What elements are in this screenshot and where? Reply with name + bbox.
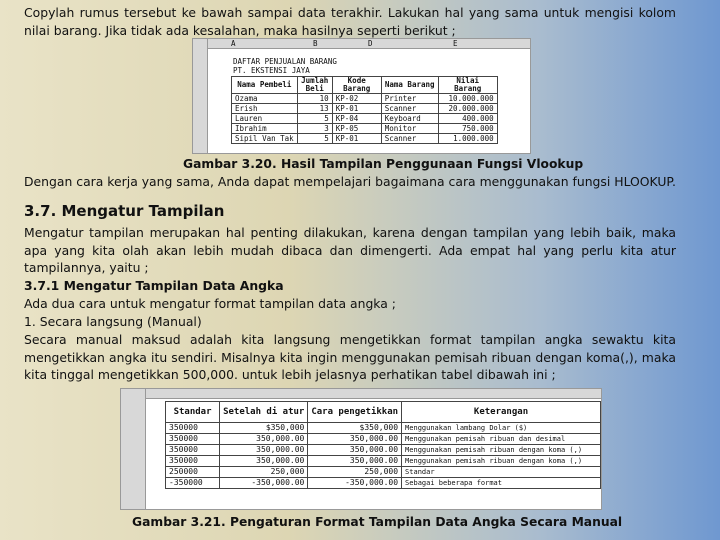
column-letter: E (453, 39, 458, 48)
manual-paragraph: Secara manual maksud adalah kita langsung mengetikkan format tampilan angka sewaktu kita mengetikkan angka itu sendiri. Misalnya kita ingin menggunakan pemisah ribuan dengan koma(,), maka kita tinggal mengetikkan 500,000. untuk lebih jelasnya perhatikan tabel dibawah ini ; (24, 332, 676, 383)
cell: 1.000.000 (438, 134, 497, 144)
table-row (232, 114, 498, 124)
cell: Sipil Van Tak (232, 134, 298, 144)
number-format-table (165, 401, 601, 489)
cell: Menggunakan pemisah ribuan dan desimal (402, 434, 601, 445)
hlookup-paragraph: Dengan cara kerja yang sama, Anda dapat mempelajari bagaimana cara menggunakan fungsi HLOOKUP. (24, 174, 676, 189)
cell: 10 (297, 94, 332, 104)
table-row (166, 445, 601, 456)
table-row (232, 104, 498, 114)
cell: 250,000 (220, 467, 308, 478)
table-row (166, 478, 601, 489)
cell: 350,000.00 (308, 456, 402, 467)
column-header-bar (121, 389, 601, 399)
ways-line: Ada dua cara untuk mengatur format tampilan data angka ; (24, 296, 396, 311)
cell: 250,000 (308, 467, 402, 478)
cell: $350,000 (220, 423, 308, 434)
cell: 5 (297, 114, 332, 124)
cell: 350,000.00 (220, 445, 308, 456)
column-header-bar (193, 39, 530, 49)
cell: KP-02 (332, 94, 381, 104)
table-row (232, 94, 498, 104)
cell: -350,000.00 (220, 478, 308, 489)
cell: 3 (297, 124, 332, 134)
cell: 350,000.00 (220, 434, 308, 445)
cell: 350000 (166, 445, 220, 456)
figure-caption-3-20: Gambar 3.20. Hasil Tampilan Penggunaan Fungsi Vlookup (183, 157, 584, 171)
column-letter: B (313, 39, 318, 48)
cell: 350,000.00 (220, 456, 308, 467)
cell: Standar (402, 467, 601, 478)
cell: Sebagai beberapa format (402, 478, 601, 489)
sales-table (231, 76, 498, 144)
row-header-bar (193, 39, 208, 153)
header-cara-pengetikkan: Cara pengetikkan (308, 402, 402, 423)
intro-paragraph: Copylah rumus tersebut ke bawah sampai data terakhir. Lakukan hal yang sama untuk mengisi kolom nilai barang. Jika tidak ada kesalahan, maka hasilnya seperti berikut ; (24, 5, 676, 38)
cell: KP-04 (332, 114, 381, 124)
sheet-subtitle: PT. EKSTENSI JAYA (233, 66, 310, 75)
cell: 20.000.000 (438, 104, 497, 114)
cell: Erish (232, 104, 298, 114)
cell: KP-05 (332, 124, 381, 134)
cell: 250000 (166, 467, 220, 478)
cell: Scanner (381, 104, 438, 114)
header-nilai-barang: Nilai Barang (438, 77, 497, 94)
cell: 350,000.00 (308, 445, 402, 456)
cell: KP-01 (332, 104, 381, 114)
cell: 750.000 (438, 124, 497, 134)
cell: Lauren (232, 114, 298, 124)
table-row (166, 434, 601, 445)
table-row (166, 423, 601, 434)
vlookup-result-screenshot (192, 38, 531, 154)
cell: 350000 (166, 423, 220, 434)
header-keterangan: Keterangan (402, 402, 601, 423)
header-kode-barang: Kode Barang (332, 77, 381, 94)
cell: 350,000.00 (308, 434, 402, 445)
sheet-title: DAFTAR PENJUALAN BARANG (233, 57, 337, 66)
cell: Menggunakan pemisah ribuan dengan koma (,) (402, 445, 601, 456)
header-standar: Standar (166, 402, 220, 423)
cell: -350000 (166, 478, 220, 489)
cell: 5 (297, 134, 332, 144)
cell: KP-01 (332, 134, 381, 144)
main-paragraph: Mengatur tampilan merupakan hal penting dilakukan, karena dengan tampilan yang lebih baik, maka apa yang kita olah akan lebih mudah dibaca dan dimengerti. Ada empat hal yang perlu kita atur tampilannya, yaitu ; (24, 225, 676, 276)
cell: Ozama (232, 94, 298, 104)
cell: 350000 (166, 456, 220, 467)
cell: Printer (381, 94, 438, 104)
cell: 400.000 (438, 114, 497, 124)
cell: Menggunakan pemisah ribuan dengan koma (,) (402, 456, 601, 467)
cell: Scanner (381, 134, 438, 144)
column-letter: D (368, 39, 373, 48)
table-row (232, 124, 498, 134)
cell: 13 (297, 104, 332, 114)
table-row (166, 467, 601, 478)
cell: Ibrahim (232, 124, 298, 134)
figure-caption-3-21: Gambar 3.21. Pengaturan Format Tampilan Data Angka Secara Manual (132, 515, 623, 529)
cell: 10.000.000 (438, 94, 497, 104)
cell: Keyboard (381, 114, 438, 124)
cell: 350000 (166, 434, 220, 445)
header-setelah-di-atur: Setelah di atur (220, 402, 308, 423)
cell: -350,000.00 (308, 478, 402, 489)
manual-item: 1. Secara langsung (Manual) (24, 314, 202, 329)
header-nama-pembeli: Nama Pembeli (232, 77, 298, 94)
section-heading: 3.7. Mengatur Tampilan (24, 202, 225, 220)
header-jumlah-beli: Jumlah Beli (297, 77, 332, 94)
row-header-bar (121, 389, 146, 509)
cell: Monitor (381, 124, 438, 134)
column-letter: A (231, 39, 236, 48)
cell: Menggunakan lambang Dolar ($) (402, 423, 601, 434)
table-row (166, 456, 601, 467)
format-manual-screenshot (120, 388, 602, 510)
subsection-heading: 3.7.1 Mengatur Tampilan Data Angka (24, 278, 284, 293)
cell: $350,000 (308, 423, 402, 434)
table-row (232, 134, 498, 144)
header-nama-barang: Nama Barang (381, 77, 438, 94)
